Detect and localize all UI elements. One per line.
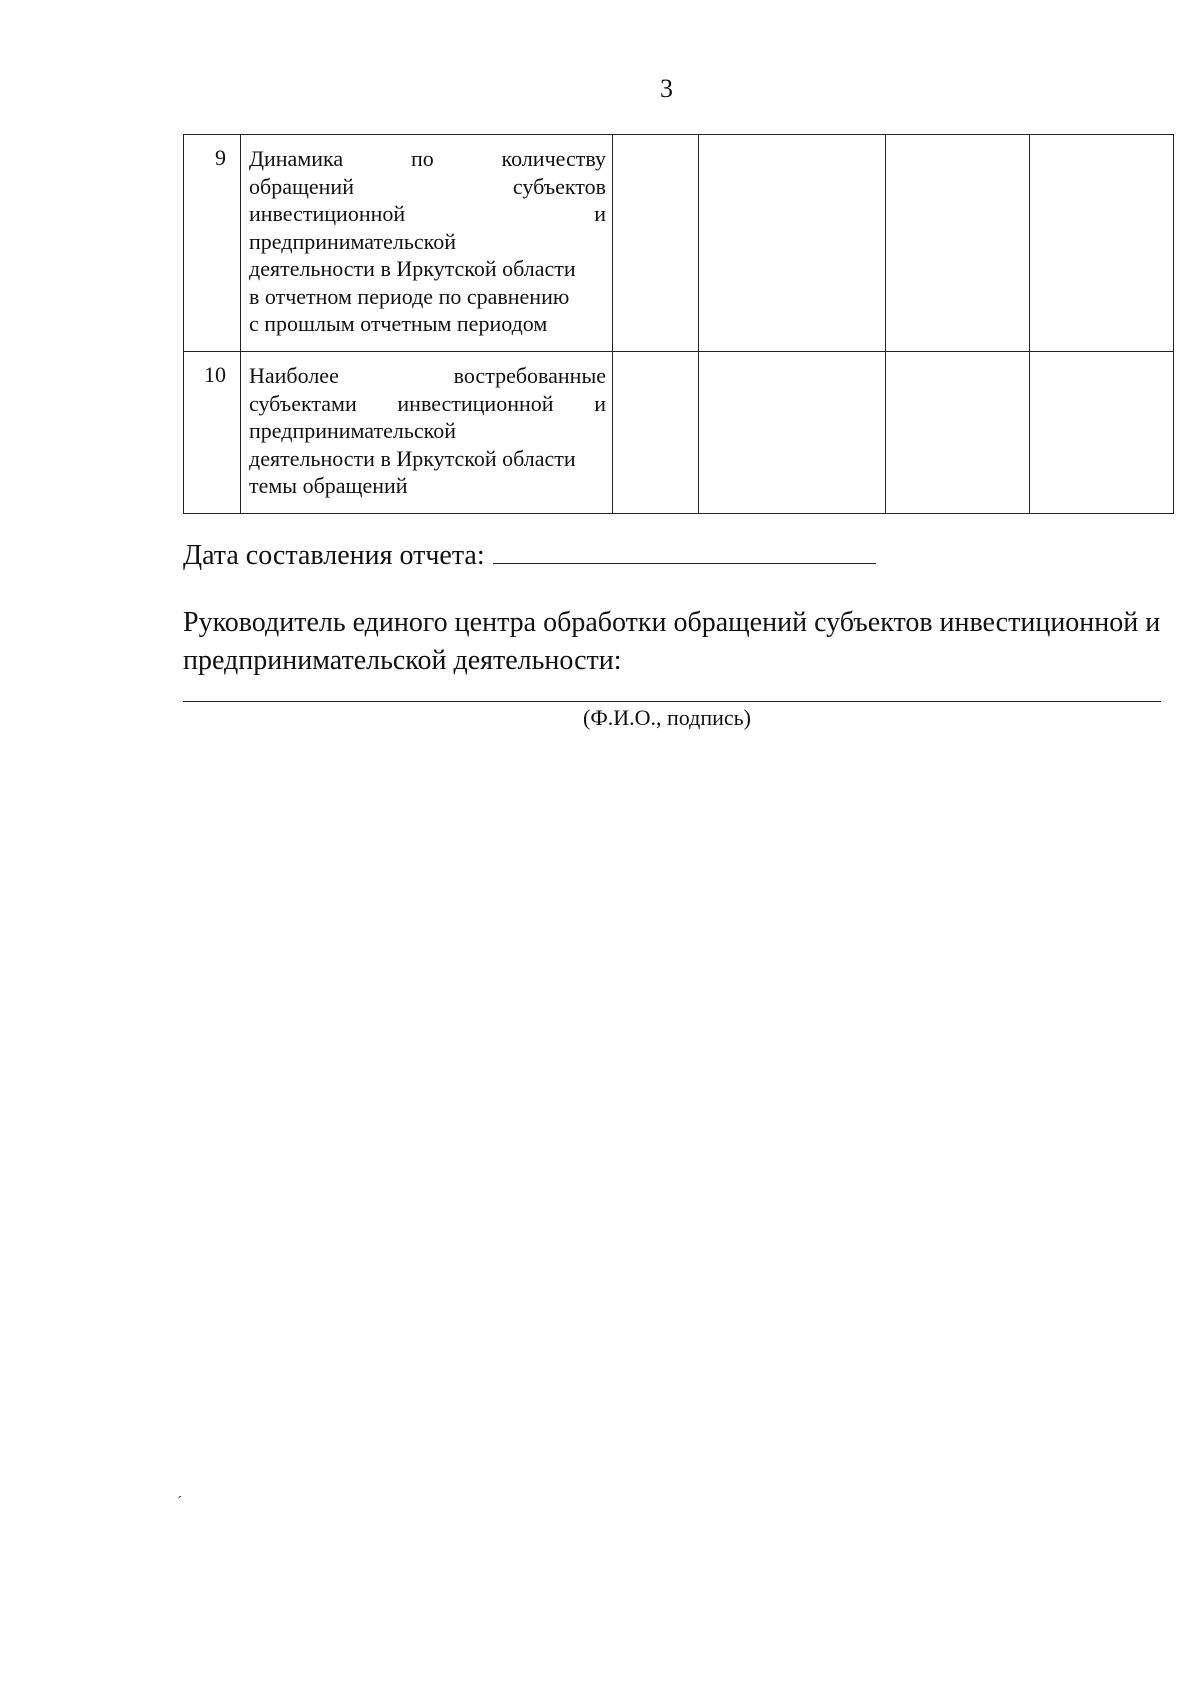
text-line: в отчетном периоде по сравнению	[249, 283, 570, 309]
head-label-line: Руководитель единого центра обработки обращений субъектов инвестиционной и	[183, 607, 1161, 638]
word: субъектов	[512, 173, 606, 199]
report-date-line	[183, 537, 876, 572]
row-number: 10	[184, 352, 241, 514]
word: Динамика	[249, 146, 344, 171]
text-line: с прошлым отчетным периодом	[249, 311, 548, 336]
report-date-blank	[493, 537, 876, 564]
row-description	[241, 135, 613, 352]
text-line	[249, 145, 606, 173]
text-line: деятельности в Иркутской области	[249, 445, 576, 471]
text-line	[249, 390, 606, 418]
word: Наиболее	[249, 363, 339, 388]
head-signature-label	[183, 604, 1173, 680]
row-description	[241, 352, 613, 514]
word: обращений	[249, 173, 354, 199]
word: субъектами	[249, 390, 357, 416]
word: востребованные	[453, 363, 606, 388]
word: количеству	[501, 146, 606, 171]
word: инвестиционной	[397, 390, 554, 416]
signature-line	[183, 701, 1161, 702]
text-line	[249, 200, 606, 228]
empty-cell	[699, 352, 886, 514]
empty-cell	[886, 352, 1030, 514]
text-line: предпринимательской	[249, 418, 457, 443]
row-number: 9	[184, 135, 241, 352]
empty-cell	[1030, 135, 1174, 352]
empty-cell	[886, 135, 1030, 352]
text-line: предпринимательской	[249, 228, 457, 254]
empty-cell	[1030, 352, 1174, 514]
text-line	[249, 362, 606, 390]
page-number: 3	[660, 74, 673, 103]
word: по	[410, 146, 434, 171]
word: и	[594, 201, 606, 226]
stray-mark: ˊ	[177, 1494, 183, 1511]
report-date-label: Дата составления отчета:	[183, 540, 485, 571]
text-line: деятельности в Иркутской области	[249, 256, 576, 281]
report-table	[183, 134, 1174, 514]
word: инвестиционной	[249, 201, 406, 226]
empty-cell	[613, 352, 699, 514]
table-row	[184, 352, 1174, 514]
signature-caption: (Ф.И.О., подпись)	[583, 705, 751, 730]
word: и	[594, 390, 606, 416]
table-row	[184, 135, 1174, 352]
text-line	[249, 173, 606, 201]
text-line: темы обращений	[249, 473, 408, 498]
empty-cell	[613, 135, 699, 352]
empty-cell	[699, 135, 886, 352]
head-label-line: предпринимательской деятельности:	[183, 645, 622, 676]
